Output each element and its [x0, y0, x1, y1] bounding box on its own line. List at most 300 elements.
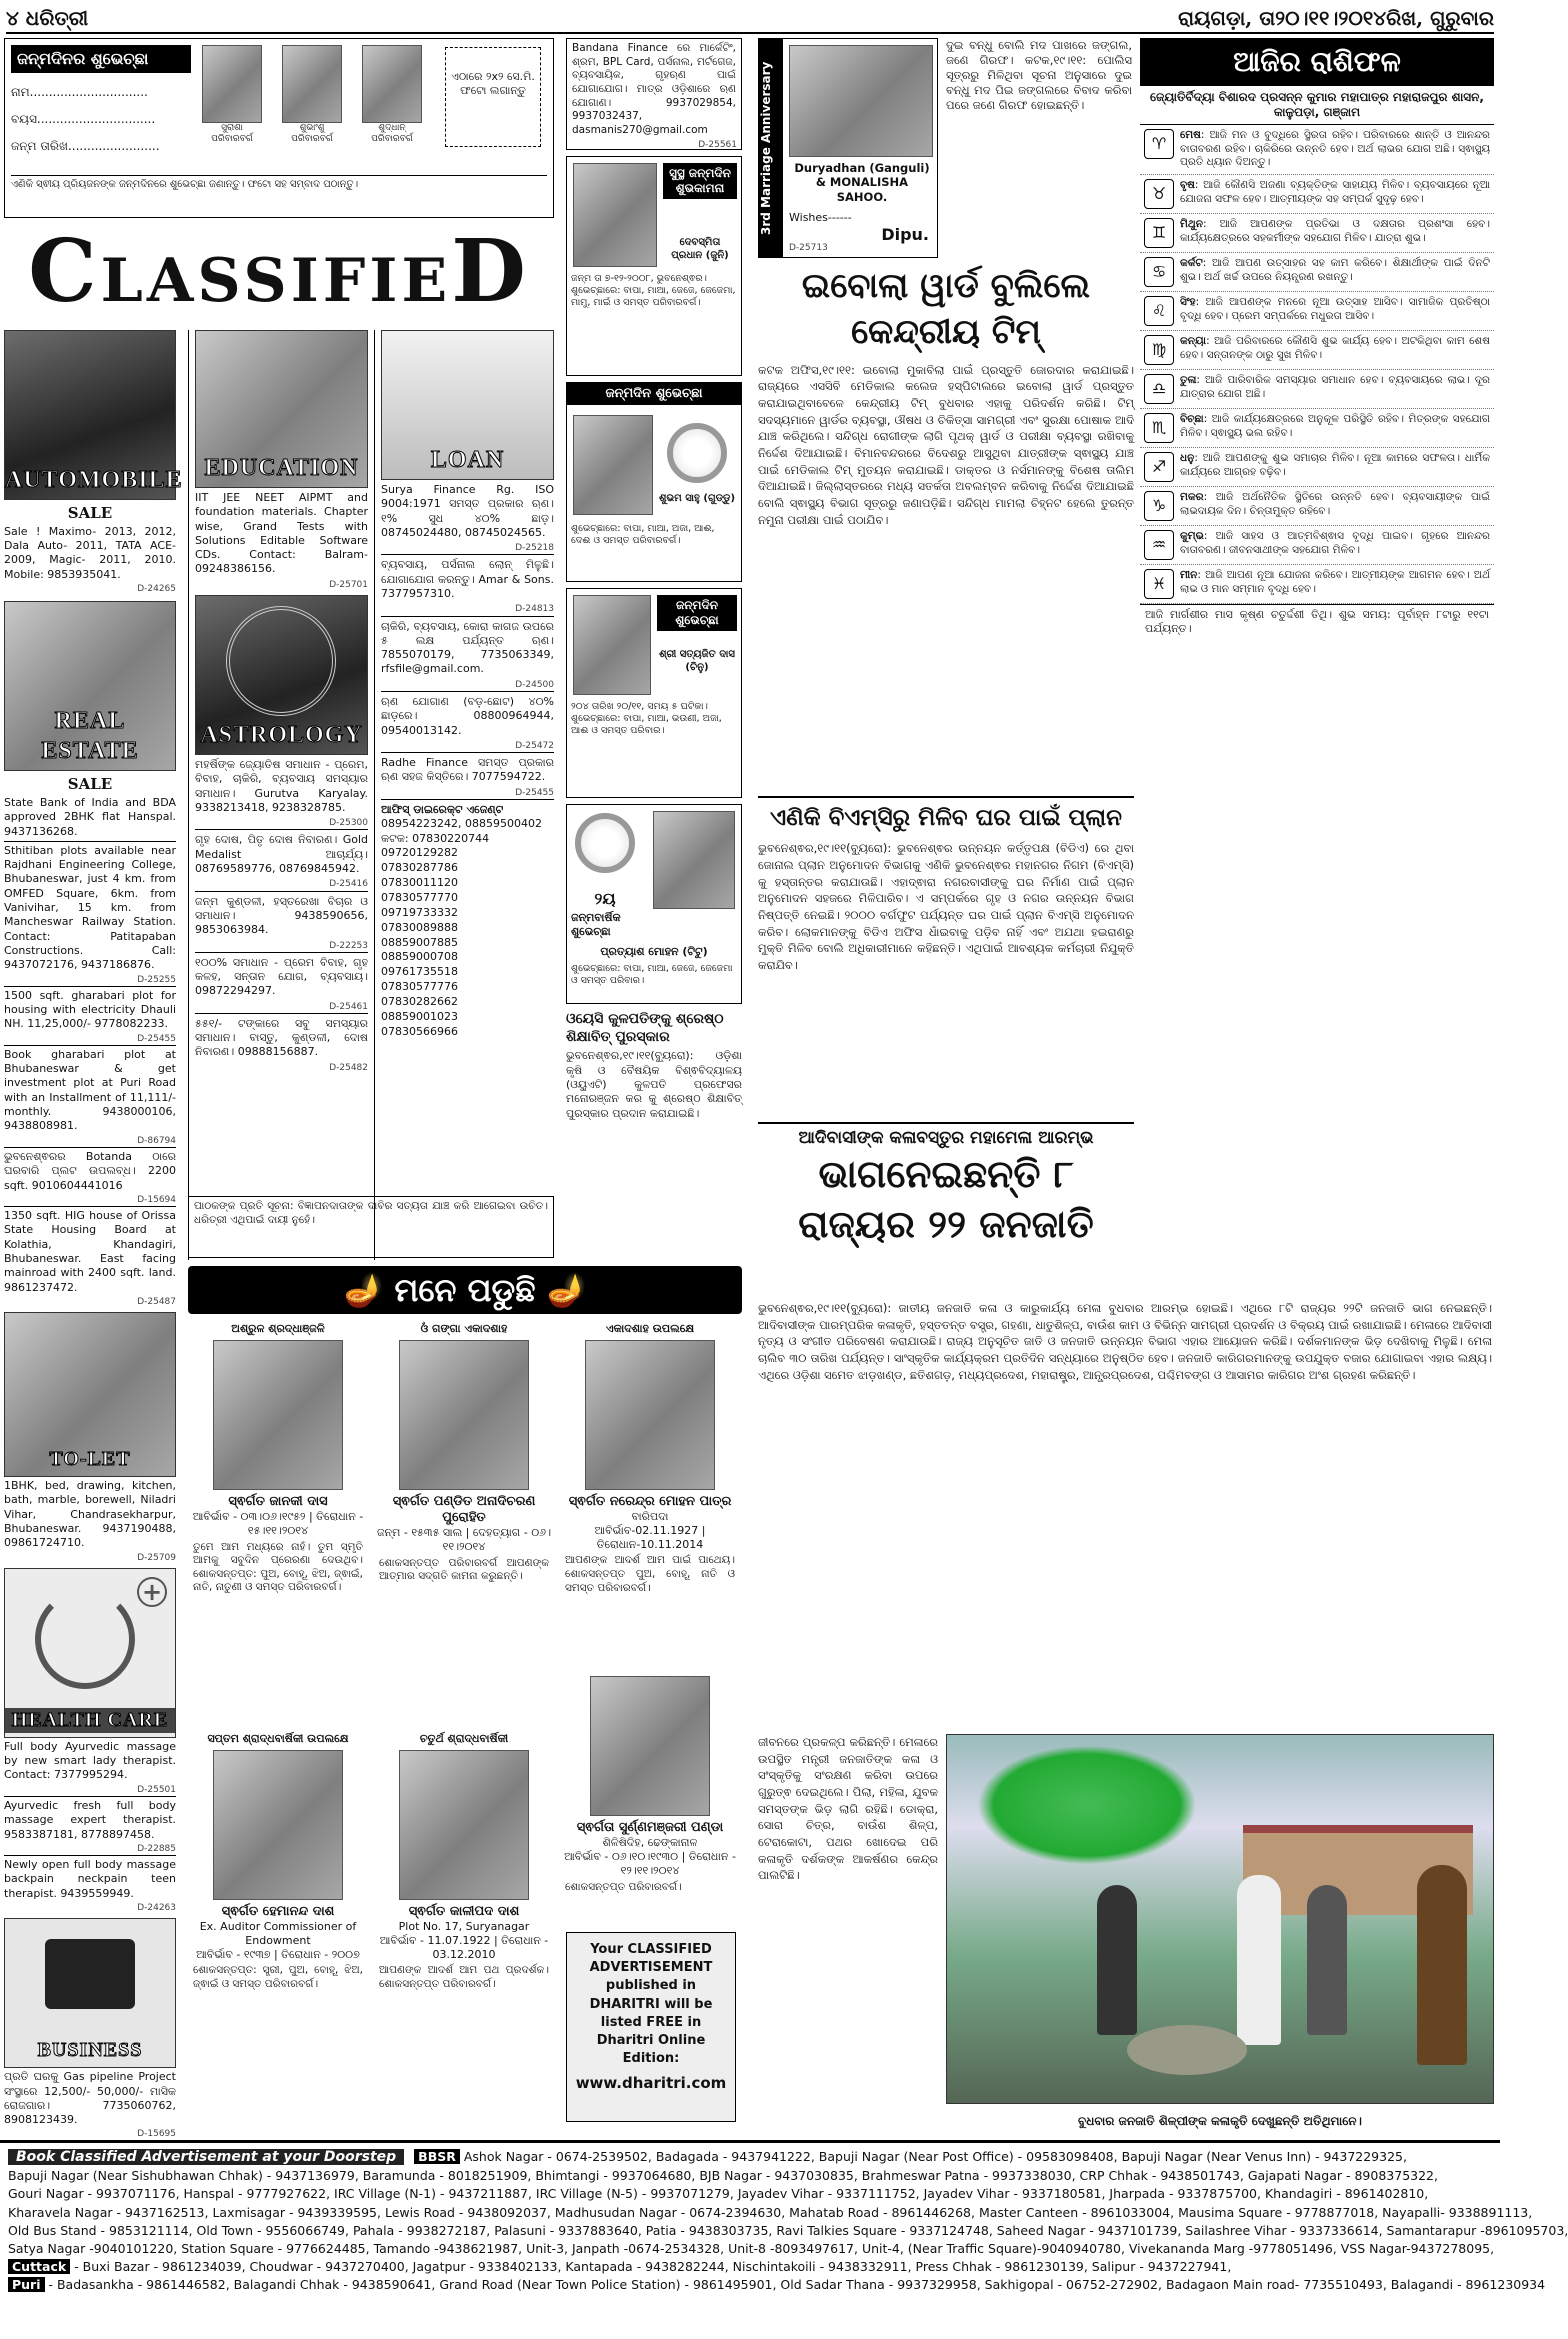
portrait-photo: [399, 1750, 529, 1900]
greetings-column: [566, 156, 742, 1260]
kid-caption: ଶୁଭାଂଶୁ ପରିବାରବର୍ଗ: [291, 123, 333, 145]
portrait-photo: [213, 1750, 343, 1900]
obituary-name: ସ୍ଵର୍ଗତା ସୁର୍ଣ୍ଣମଞ୍ଜରୀ ପଣ୍ଡା: [576, 1820, 724, 1835]
rashi-separator: :: [1197, 568, 1206, 581]
rashi-sign-name: ମକର: [1180, 490, 1204, 503]
classified-ad: ମହର୍ଷିଙ୍କ ଜ୍ୟୋତିଷ ସମାଧାନ - ପ୍ରେମ, ବିବାହ, ଚାକିରି, ବ୍ୟବସାୟ ସମସ୍ୟାର ସମାଧାନ। Gurutva Karyalay. 9338213418, 9238328785.: [195, 758, 368, 814]
agent-phone: 09761735518: [381, 965, 458, 979]
top-story: [944, 38, 1134, 258]
obituary-dates: ଆବିର୍ଭାବ - 11.07.1922 | ତିରୋଧାନ - 03.12.2010: [379, 1933, 549, 1961]
ad-code: D-25455: [137, 1033, 176, 1044]
obituary-card: [560, 1322, 740, 1598]
rashi-sign-name: ଧନୁ: [1180, 451, 1195, 464]
zodiac-sign-icon: ♊: [1144, 218, 1174, 248]
rashifal-section: [1140, 38, 1494, 1730]
rashi-separator: :: [1203, 529, 1216, 542]
footer-row: Gouri Nagar - 9937071176, Hanspal - 9777927622, IRC Village (N-1) - 9437211887, IRC Village (N-5) - 9937071279, Jayadev Vihar - 9337111752, Jayadev Vihar - 9337180581, Jharpada - 9337875700, Khandagiri - 8961402810,: [8, 2186, 1429, 2202]
classified-ad: State Bank of India and BDA approved 2BHK flat Hanspal. 9437136268.: [4, 795, 176, 838]
rashi-item: [1140, 214, 1494, 253]
rashi-sign-name: ସିଂହ: [1180, 295, 1196, 308]
reader-notice-text: ପାଠକଙ୍କ ପ୍ରତି ସୂଚନା: ବିଜ୍ଞାପନଦାତାଙ୍କ ଦାବିର ସତ୍ୟତା ଯାଞ୍ଚ କରି ଆଗେଇବା ଉଚିତ। ଧରିତ୍ରୀ ଏଥିପାଇଁ ଦାୟୀ ନୁହେଁ।: [194, 1200, 548, 1226]
classified-ad: Full body Ayurvedic massage by new smart lady therapist. Contact: 7377995294.: [4, 1739, 176, 1782]
zodiac-sign-icon: ♉: [1144, 179, 1174, 209]
tribal-continued: [758, 1734, 938, 2134]
bmc-body: ଭୁବନେଶ୍ଵର,୧୯।୧୧(ବ୍ୟୁରୋ): ଭୁବନେଶ୍ଵର ଉନ୍ନୟନ କର୍ତ୍ତୃପକ୍ଷ (ବିଡିଏ) ରେ ଥିବା ଜୋନାଲ ପ୍ଲାନ ଅନୁମୋଦନ ବିଭାଗକୁ ଏଣିକି ଭୁବନେଶ୍ଵର ମହାନଗର ନିଗମ (ବିଏମ୍ସି) କୁ ହସ୍ତାନ୍ତର କରାଯାଉଛି। ଏହାଦ୍ଵାରା ନଗରବାସୀଙ୍କୁ ଘର ନିର୍ମାଣ ପାଇଁ ପ୍ଲାନ ଅନୁମୋଦନ ସହଜରେ ମିଳିପାରିବ। ଏ ସମ୍ପର୍କରେ ଗୃହ ଓ ନଗର ଉନ୍ନୟନ ବିଭାଗ ନିଷ୍ପତ୍ତି ନେଇଛି। ୨୦୦୦ ବର୍ଗଫୁଟ ପର୍ଯ୍ୟନ୍ତ ଘର ପାଇଁ ପ୍ଲାନ ବିଏମ୍ସି ଅନୁମୋଦନ କରିବ। ଲୋକମାନଙ୍କୁ ବିଡିଏ ଅଫିସ ଧାଁଇବାକୁ ପଡ଼ିବ ନାହିଁ ଏବଂ ଅଯଥା ହଇରାଣରୁ ମୁକ୍ତି ମିଳିବ ବୋଲି ଅଧିକାରୀମାନେ କହିଛନ୍ତି। ଏଥିପାଇଁ ଆବଶ୍ୟକ କର୍ମଚାରୀ ନିଯୁକ୍ତି କରାଯିବ।: [758, 841, 1134, 972]
kid-photo: [362, 45, 422, 123]
rashi-text-block: [1180, 129, 1490, 170]
footer-row: Satya Nagar -9040101220, Station Square - 9776624485, Tamando -9438621987, Unit-3, Janpath -0674-2534328, Unit-8 -8093497617, Unit-4, (Near Traffic Square)-9040940780, Vivekananda Marg -9778051496, VSS Nagar-9437278095,: [8, 2240, 1495, 2256]
to-let-label: TO-LET: [49, 1448, 131, 1471]
rashi-item: [1140, 526, 1494, 565]
classified-ad: Newly open full body massage backpain neckpain teen therapist. 9439559949.: [4, 1855, 176, 1903]
rashi-sign-name: ମୀନ: [1180, 568, 1198, 581]
puri-tag: Puri: [8, 2277, 45, 2292]
rashi-separator: :: [1206, 334, 1215, 347]
birthday-form-note: ଏଣିକି ସ୍ଵୀୟ ପ୍ରିୟଜନଙ୍କ ଜନ୍ମଦିନରେ ଶୁଭେଚ୍ଛା ଜଣାନ୍ତୁ। ଫଟୋ ସହ ସମ୍ବାଦ ପଠାନ୍ତୁ।: [11, 175, 547, 192]
person-shape: [1097, 1885, 1137, 2035]
rashi-text-block: [1180, 413, 1490, 443]
classified-ad: ଜନ୍ମ କୁଣ୍ଡଳୀ, ହସ୍ତରେଖା ବିଚାର ଓ ସମାଧାନ। 9438590656, 9853063984.: [195, 891, 368, 941]
automobile-category-image: [4, 330, 183, 500]
person-shape: [1237, 1875, 1281, 2045]
greeting-name: ଶୁଭମ ସାହୁ (ଗୁଡ୍ଡୁ): [658, 493, 736, 504]
diya-icon: 🪔: [535, 1271, 587, 1309]
classified-ad: Sthitiban plots available near Rajdhani Engineering College, Bhubaneswar, just 4 km. from OMFED Square, 6km. from Vanivihar, 15 km. from Mancheswar Railway Station. Contact: Patitapaban Constructions. Call: 9437072176, 9437186876.: [4, 841, 176, 975]
award-body: ଭୁବନେଶ୍ଵର,୧୯।୧୧(ବ୍ୟୁରୋ): ଓଡ଼ିଶା କୃଷି ଓ ବୈଷୟିକ ବିଶ୍ଵବିଦ୍ୟାଳୟ (ଓୟୁଏଟି) କୁଳପତି ପ୍ରଫେସର ମନୋରଞ୍ଜନ କର କୁ ଶ୍ରେଷ୍ଠ ଶିକ୍ଷାବିତ୍ ପୁରସ୍କାର ପ୍ରଦାନ କରାଯାଇଛି।: [566, 1049, 742, 1120]
footer-row: Old Bus Stand - 9853121114, Old Town - 9556066749, Pahala - 9938272187, Palasuni - 9337883640, Patia - 9438303735, Ravi Talkies Square - 9337124748, Saheed Nagar - 9437101739, Sailashree Vihar - 9337336614, Samantarapur -8961095703,: [8, 2222, 1568, 2238]
classified-col-1: [4, 330, 183, 2140]
rashi-sign-name: ବିଚ୍ଛା: [1180, 412, 1204, 425]
ad-code: D-25300: [329, 818, 368, 829]
greeting-text: ଜନ୍ମ ତା ୭-୧୨-୨୦୦୮, ଭୁବନେଶ୍ଵର। ଶୁଭେଚ୍ଛାରେ: ବାପା, ମାଆ, ଜେଜେ, ଜେଜେମା, ମାମୁ, ମାଇଁ ଓ ସମସ୍ତ ପରିବାରବର୍ଗ।: [571, 273, 736, 308]
footer-directory: [0, 2140, 1568, 2339]
footer-row: - Badasankha - 9861446582, Balagandi Chhak - 9438590641, Grand Road (Near Town Police Station) - 9861495901, Old Sadar Thana - 9937329958, Sakhigopal - 06752-272902, Badagaon Main road- 7735510493, Balagandi - 8961230934: [48, 2277, 1546, 2293]
rashi-prediction: ଆଜି ଆପଣଙ୍କ ମନରେ ନୂଆ ଉତ୍ସାହ ଆସିବ। ସାମାଜିକ ପ୍ରତିଷ୍ଠା ବୃଦ୍ଧି ହେବ। ପ୍ରେମ ସମ୍ପର୍କରେ ମଧୁରତା ଆସିବ।: [1180, 295, 1490, 322]
birthday-form-title: ଜନ୍ମଦିନର ଶୁଭେଚ୍ଛା: [11, 45, 191, 73]
ad-code: D-25701: [329, 579, 368, 590]
rashi-item: [1140, 253, 1494, 292]
rashi-separator: :: [1202, 256, 1212, 269]
ad-code: D-25561: [698, 140, 737, 151]
tribal-photo-caption: ବୁଧବାର ଜନଜାତି ଶିଳ୍ପୀଙ୍କ କଳାକୃତି ଦେଖୁଛନ୍ତି ଅତିଥିମାନେ।: [1078, 2114, 1362, 2128]
obituary-title: [188, 1266, 742, 1314]
footer-row: - Buxi Bazar - 9861234039, Choudwar - 9437270400, Jagatpur - 9338402133, Kantapada - 9438282244, Nischintakoili - 9438332911, Press Chhak - 9861230139, Salipur - 9437227941,: [74, 2258, 1232, 2274]
zodiac-sign-icon: ♏: [1144, 413, 1174, 443]
age-field-label: ବୟସ...............................: [11, 112, 156, 126]
classified-ad: Surya Finance Rg. ISO 9004:1971 ସମସ୍ତ ପ୍ରକାର ଋଣ। ୧% ସୁଧ ୪୦% ଛାଡ଼। 08745024480, 08745024565.: [381, 483, 554, 539]
obituary-name: ସ୍ଵର୍ଗତ ହେମାନନ୍ଦ ଦାଶ: [221, 1903, 335, 1919]
ad-code: D-25416: [329, 879, 368, 890]
briefcase-icon: [45, 1939, 135, 2009]
agents-title: ଆଫିସ୍ ଡାଇରେକ୍ଟ ଏଜେଣ୍ଟ: [381, 799, 554, 817]
greeting-name: ଦେବସ୍ମିତା ପ୍ରଧାନ (ଜୁନି): [671, 237, 729, 261]
bandana-finance-ad: [566, 38, 742, 150]
zodiac-sign-icon: ♍: [1144, 335, 1174, 365]
agent-phone: 09719733332: [381, 905, 458, 919]
zodiac-sign-icon: ♒: [1144, 530, 1174, 560]
rashi-sign-name: ତୁଳା: [1180, 373, 1197, 386]
ad-code: D-25487: [137, 1296, 176, 1307]
agent-phone: 07830011120: [381, 876, 458, 890]
rashi-list: [1140, 125, 1494, 604]
obituary-text: ତୁମେ ଆମ ମଧ୍ୟରେ ନାହଁ। ତୁମ ସ୍ମୃତି ଆମକୁ ସବୁଦିନ ପ୍ରେରଣା ଦେଉଥିବ। ଶୋକସନ୍ତପ୍ତ: ପୁଅ, ବୋହୂ, ଝିଅ, ଜ୍ଵାଇଁ, ନାତି, ନାତୁଣୀ ଓ ସମସ୍ତ ପରିବାରବର୍ଗ।: [193, 1540, 363, 1594]
classified-ad: ଭୁବନେଶ୍ଵରର Botanda ଠାରେ ଘରବାରି ପ୍ଲଟ ଉପଲବ୍ଧ। 2200 sqft. 9010604441016: [4, 1147, 176, 1195]
classified-ad: Sale ! Maximo- 2013, 2012, Dala Auto- 2011, TATA ACE- 2009, Magic- 2011, 2010. Mobile: 9853935041.: [4, 524, 176, 581]
zodiac-wheel-icon: [226, 606, 336, 716]
loan-category-image: [381, 330, 554, 480]
zodiac-sign-icon: ♓: [1144, 569, 1174, 599]
rashi-separator: :: [1200, 129, 1210, 141]
agent-phone: 07830566966: [381, 1024, 458, 1038]
greeting-card: [566, 156, 742, 376]
photo-placeholder: ଏଠାରେ ୨x୨ ସେ.ମି. ଫଟୋ ଲଗାନ୍ତୁ: [445, 47, 541, 147]
classified-ad: ଗୃହ ଦୋଷ, ପିତୃ ଦୋଷ ନିବାରଣ। Gold Medalist ଆଚାର୍ଯ୍ୟ। 08769589776, 08769845942.: [195, 829, 368, 879]
obituary-section: [188, 1266, 742, 2136]
health-care-category-image: [4, 1568, 176, 1738]
anniversary-side-label: 3rd Marriage Anniversary: [759, 39, 783, 257]
rashi-text-block: [1180, 374, 1490, 404]
child-photo: [573, 163, 657, 267]
astrology-label: ASTROLOGY: [200, 722, 363, 749]
rashi-separator: :: [1196, 373, 1205, 386]
agent-phone: 09720129282: [381, 846, 458, 860]
person-shape: [1307, 1885, 1347, 2035]
rashi-prediction: ଆଜି ଆପଣ ନୂଆ ଯୋଜନା କରିବେ। ଆତ୍ମୀୟଙ୍କ ଆଗମନ ହେବ। ଅର୍ଥ ଲାଭ ଓ ମାନ ସମ୍ମାନ ବୃଦ୍ଧି ହେବ।: [1180, 568, 1490, 595]
couple-names: Duryadhan (Ganguli) & MONALISHA SAHOO.: [794, 161, 930, 204]
rashi-sign-name: ବୃଷ: [1180, 178, 1195, 191]
classified-ad: Book gharabari plot at Bhubaneswar & get investment plot at Puri Road with an Installment of 11,111/- monthly. 9438000106, 9438808981.: [4, 1045, 176, 1136]
ad-code: D-22885: [137, 1843, 176, 1854]
rashi-prediction: ଆଜି କାର୍ଯ୍ୟକ୍ଷେତ୍ରରେ ଅନୁକୂଳ ପରିସ୍ଥିତି ରହିବ। ମିତ୍ରଙ୍କ ସହଯୋଗ ମିଳିବ। ସ୍ଵାସ୍ଥ୍ୟ ଭଲ ରହିବ।: [1180, 412, 1490, 439]
zodiac-sign-icon: ♌: [1144, 296, 1174, 326]
portrait-photo: [399, 1340, 529, 1490]
business-category-image: [4, 1918, 176, 2068]
classified-ad: ପ୍ରତି ଘରକୁ Gas pipeline Project ସଂସ୍ଥାରେ 12,500/- 50,000/- ମାସିକ ରୋଜଗାର। 7735060762, 8908123439.: [4, 2070, 176, 2127]
tribal-body-2: ଜୀବନରେ ପ୍ରକଳ୍ପ କରିଛନ୍ତି। ମେଳାରେ ଉପସ୍ଥିତ ମନ୍ତ୍ରୀ ଜନଜାତିଙ୍କ କଳା ଓ ସଂସ୍କୃତିକୁ ସଂରକ୍ଷଣ କରିବା ଉପରେ ଗୁରୁତ୍ଵ ଦେଇଥିଲେ। ପିଲା, ମହିଳା, ଯୁବକ ସମସ୍ତଙ୍କ ଭିଡ଼ ଲାଗି ରହିଛି। ଡୋକ୍ରା, ସୋରା ଚିତ୍ର, ବାଉଁଶ ଶିଳ୍ପ, ଟେରାକୋଟା, ପଥର ଖୋଦେଇ ପରି କଳାକୃତି ଦର୍ଶକଙ୍କ ଆକର୍ଷଣର କେନ୍ଦ୍ର ପାଲଟିଛି।: [758, 1735, 938, 1883]
rashi-prediction: ଆଜି ଆପଣ ଉତ୍ସାହର ସହ କାମ କରିବେ। ଶିକ୍ଷାର୍ଥୀଙ୍କ ପାଇଁ ଦିନଟି ଶୁଭ। ଅର୍ଥ ଖର୍ଚ୍ଚ ଉପରେ ନିୟନ୍ତ୍ରଣ ରଖନ୍ତୁ।: [1180, 256, 1490, 283]
obituary-text: ଶୋକସନ୍ତପ୍ତ ପରିବାରବର୍ଗ।: [565, 1880, 682, 1893]
ad-code: D-22253: [329, 940, 368, 951]
rashi-prediction: ଆଜି ମନ ଓ ବୁଦ୍ଧିରେ ସ୍ଥିରତା ରହିବ। ପରିବାରରେ ଶାନ୍ତି ଓ ଆନନ୍ଦର ବାତାବରଣ ରହିବ। ଚାକିରିରେ ଉନ୍ନତି ହେବ। ଅର୍ଥ ଲାଭର ଯୋଗ ଅଛି। ସ୍ଵାସ୍ଥ୍ୟ ପ୍ରତି ଧ୍ୟାନ ଦିଅନ୍ତୁ।: [1180, 129, 1490, 169]
free-listing-box: [566, 1932, 736, 2122]
rashi-item: [1140, 292, 1494, 331]
kid-caption: ଶୁଦ୍ଧାନ୍ ପରିବାରବର୍ଗ: [371, 123, 413, 145]
rock-shape: [1127, 2025, 1247, 2075]
kid-photo: [282, 45, 342, 123]
ad-code: D-25709: [137, 1552, 176, 1563]
agent-phone: 08859007885: [381, 935, 458, 949]
date-line: ରାୟଗଡ଼ା, ତା୨୦।୧୧।୨୦୧୪ରିଖ, ଗୁରୁବାର: [1178, 5, 1494, 30]
tribal-photo: [946, 1734, 1494, 2104]
rashi-sign-name: କର୍କଟ: [1180, 256, 1203, 269]
classified-ad: ବ୍ୟବସାୟ, ପର୍ସନାଲ ଲୋନ୍ ମିଳୁଛି। ଯୋଗାଯୋଗ କରନ୍ତୁ। Amar & Sons. 7377957310.: [381, 554, 554, 604]
obituary-card: [188, 1322, 368, 1598]
obituary-text: ଆପଣଙ୍କ ଆଦର୍ଶ ଆମ ପାଇଁ ପାଥେୟ। ଶୋକସନ୍ତପ୍ତ ପୁଅ, ବୋହୂ, ନାତି ଓ ସମସ୍ତ ପରିବାରବର୍ଗ।: [565, 1554, 735, 1594]
agents-list: [381, 817, 554, 1040]
obituary-dates: ଆବିର୍ଭାବ - ୦୬।୧୦।୧୯୩୦ | ତିରୋଧାନ - ୧୨।୧୧।୨୦୧୪: [564, 1850, 736, 1877]
rashi-text-block: [1180, 218, 1490, 248]
obituary-role: Ex. Auditor Commissioner of Endowment: [199, 1920, 357, 1947]
anniversary-ad: [758, 38, 938, 258]
agent-phone: 08859000708: [381, 950, 458, 964]
rashi-sign-name: କୁମ୍ଭ: [1180, 529, 1204, 542]
agent-phone: କଟକ: 07830220744: [381, 831, 490, 845]
rashi-prediction: ଆଜି ଆପଣଙ୍କ ପ୍ରତିଭା ଓ ଦକ୍ଷତାର ପ୍ରଶଂସା ହେବ। କାର୍ଯ୍ୟକ୍ଷେତ୍ରରେ ସହକର୍ମୀଙ୍କ ସହଯୋଗ ମିଳିବ। ଯାତ୍ରା ଶୁଭ।: [1180, 217, 1490, 244]
greeting-title: ସୁସ୍ଥ ଜନ୍ମଦିନ ଶୁଭକାମନା: [663, 163, 737, 199]
footer-row: Bapuji Nagar (Near Sishubhawan Chhak) - 9437136979, Baramunda - 8018251909, Bhimtangi - 9937064680, BJB Nagar - 9437030835, Brahmeswar Patna - 9937338030, CRP Chhak - 9438501743, Gajapati Nagar - 8908375322,: [8, 2168, 1438, 2184]
rashi-text-block: [1180, 257, 1490, 287]
ebola-story: [758, 264, 1134, 794]
rashifal-note: ଆଜି ମାର୍ଗଶୀର ମାସ କୃଷ୍ଣ ଚତୁର୍ଦ୍ଦଶୀ ତିଥି। ଶୁଭ ସମୟ: ପୂର୍ବାହ୍ନ ୮ଟାରୁ ୧୧ଟା ପର୍ଯ୍ୟନ୍ତ।: [1140, 604, 1494, 640]
plus-icon: +: [137, 1577, 167, 1607]
child-photo: [653, 811, 735, 909]
portrait-photo: [590, 1676, 710, 1816]
zodiac-sign-icon: ♐: [1144, 452, 1174, 482]
obituary-dates: ଆବିର୍ଭାବ - ୦୩।୦୬।୧୯୫୨ | ତିରୋଧାନ - ୧୫।୧୧।୨୦୧୪: [192, 1510, 364, 1537]
classified-ad: Ayurvedic fresh full body massage expert therapist. 9583387181, 8778897458.: [4, 1796, 176, 1844]
greeting-title: ଜନ୍ମଦିନ ଶୁଭେଚ୍ଛା: [567, 383, 741, 405]
classified-col-2: [188, 330, 368, 1260]
balloon-icon: [575, 813, 635, 873]
sale-heading: SALE: [67, 504, 113, 522]
ad-code: D-25455: [515, 787, 554, 798]
rashi-text-block: [1180, 452, 1490, 482]
ad-code: D-24500: [515, 679, 554, 690]
greeting-title: ଜନ୍ମଦିନ ଶୁଭେଚ୍ଛା: [657, 595, 737, 631]
greeting-text: ୨୦୪ ତାରିଖ ୨୦/୧୧, ସମୟ ୫ ଘଟିକା। ଶୁଭେଚ୍ଛାରେ: ବାପା, ମାଆ, ଭଉଣୀ, ଅଜା, ଆଈ ଓ ସମସ୍ତ ପରିବାର।: [571, 701, 722, 736]
rashi-text-block: [1180, 335, 1490, 365]
greeting-text: ଶୁଭେଚ୍ଛାରେ: ବାପା, ମାଆ, ଜେଜେ, ଜେଜେମା ଓ ସମସ୍ତ ପରିବାର।: [571, 963, 733, 986]
obituary-card: [374, 1322, 554, 1587]
person-shape: [1417, 1865, 1467, 2065]
footer-heading: Book Classified Advertisement at your Doorstep: [8, 2149, 404, 2165]
ad-code: D-25472: [515, 740, 554, 751]
rashi-prediction: ଆଜି କୌଣସି ଅଜଣା ବ୍ୟକ୍ତିଙ୍କ ସାହାଯ୍ୟ ମିଳିବ। ବ୍ୟବସାୟରେ ନୂଆ ଯୋଜନା ସଫଳ ହେବ। ଆତ୍ମୀୟଙ୍କ ସହ ସମ୍ପର୍କ ସୁଦୃଢ଼ ହେବ।: [1180, 178, 1490, 205]
rashi-prediction: ଆଜି ପାରିବାରିକ ସମସ୍ୟାର ସମାଧାନ ହେବ। ବ୍ୟବସାୟରେ ଲାଭ। ଦୂର ଯାତ୍ରାର ଯୋଗ ଅଛି।: [1180, 373, 1490, 400]
ad-code: D-24813: [515, 604, 554, 615]
greeting-name: ଶ୍ରୀ ସତ୍ୟଜିତ ଦାସ (ଚିନୁ): [659, 649, 735, 673]
rashi-prediction: ଆଜି ଆପଣଙ୍କୁ ଶୁଭ ସମାଚାର ମିଳିବ। ନୂଆ କାମରେ ସଫଳତା। ଧାର୍ମିକ କାର୍ଯ୍ୟରେ ଆଗ୍ରହ ବଢ଼ିବ।: [1180, 451, 1490, 478]
footer-cuttack-row: [8, 2258, 1492, 2276]
education-category-image: [195, 330, 368, 488]
classified-ad: 1350 sqft. HIG house of Orissa State Housing Board at Kolathia, Khandagiri, Bhubaneswar. East facing mainroad with 2400 sqft. land. 9861237472.: [4, 1206, 176, 1297]
rashi-separator: :: [1194, 178, 1204, 191]
ad-code: D-25218: [515, 543, 554, 554]
rashi-item: [1140, 565, 1494, 604]
rashi-text-block: [1180, 569, 1490, 599]
classified-ad: ଚାକିରି, ବ୍ୟବସାୟ, କୋରା କାଗଜ ଉପରେ ୫ ଲକ୍ଷ ପର୍ଯ୍ୟନ୍ତ ଋଣ। 7855070179, 7735063349, rfsfile@gmail.com.: [381, 616, 554, 680]
ad-code: D-24265: [137, 583, 176, 594]
bmc-story: [758, 796, 1134, 1126]
tree-shape: [977, 1745, 1197, 1865]
footer-row: Kharavela Nagar - 9437162513, Laxmisagar - 9439339595, Lewis Road - 9438092037, Madhusudan Nagar - 0674-2394630, Mahatab Road - 8961446268, Master Canteen - 8961033004, Mausima Square - 9778877018, Nayapalli- 9338891113,: [8, 2204, 1533, 2220]
classified-ad: Radhe Finance ସମସ୍ତ ପ୍ରକାର ଋଣ ସହଜ କିସ୍ତିରେ। 7077594722.: [381, 752, 554, 788]
bmc-headline: ଏଣିକି ବିଏମ୍ସିରୁ ମିଳିବ ଘର ପାଇଁ ପ୍ଲାନ: [770, 804, 1122, 831]
ad-code: D-25461: [329, 1001, 368, 1012]
ebola-headline: ଇବୋଲା ୱାର୍ଡ ବୁଲିଲେ କେନ୍ଦ୍ରୀୟ ଟିମ୍: [801, 266, 1091, 352]
obituary-name: ସ୍ଵର୍ଗତ କାଳୀପଦ ଦାଶ: [408, 1903, 520, 1919]
zodiac-sign-icon: ♑: [1144, 491, 1174, 521]
rashi-text-block: [1180, 179, 1490, 209]
kid-photo: [202, 45, 262, 123]
obituary-label: ଏକାଦଶାହ ଉପଲକ୍ଷେ: [605, 1322, 695, 1335]
tribal-body: ଭୁବନେଶ୍ଵର,୧୯।୧୧(ବ୍ୟୁରୋ): ଜାତୀୟ ଜନଜାତି କଳା ଓ କାରୁକାର୍ଯ୍ୟ ମେଳା ବୁଧବାର ଆରମ୍ଭ ହୋଇଛି। ଏଥିରେ ୮ଟି ରାଜ୍ୟର ୨୨ଟି ଜନଜାତି ଭାଗ ନେଇଛନ୍ତି। ଆଦିବାସୀଙ୍କ ପାରମ୍ପରିକ କଳାକୃତି, ହସ୍ତତନ୍ତ ବସ୍ତ୍ର, ଗହଣା, ଧାତୁଶିଳ୍ପ, ବାଉଁଶ କାମ ଓ ବିଭିନ୍ନ ସାମଗ୍ରୀ ପ୍ରଦର୍ଶନ ଓ ବିକ୍ରୟ ପାଇଁ ରଖାଯାଇଛି। ମେଳାରେ ଆଦିବାସୀ ନୃତ୍ୟ ଓ ସଂଗୀତ ପରିବେଷଣ କରାଯାଉଛି। ରାଜ୍ୟ ଅନୁସୂଚିତ ଜାତି ଓ ଜନଜାତି ଉନ୍ନୟନ ବିଭାଗ ଏହାର ଆୟୋଜନ କରିଛି। ଦର୍ଶକମାନଙ୍କ ଭିଡ଼ ଦେଖିବାକୁ ମିଳୁଛି। ମେଳା ଚାଲିବ ୩୦ ତାରିଖ ପର୍ଯ୍ୟନ୍ତ। ସାଂସ୍କୃତିକ କାର୍ଯ୍ୟକ୍ରମ ପ୍ରତିଦିନ ସନ୍ଧ୍ୟାରେ ଅନୁଷ୍ଠିତ ହେବ। ଜନଜାତି କାରିଗରମାନଙ୍କୁ ଉପଯୁକ୍ତ ବଜାର ଯୋଗାଇବା ଏହାର ଲକ୍ଷ୍ୟ। ଏଥିରେ ଓଡ଼ିଶା ସମେତ ଝାଡ଼ଖଣ୍ଡ, ଛତିଶଗଡ଼, ମଧ୍ୟପ୍ରଦେଶ, ମହାରାଷ୍ଟ୍ର, ଆନ୍ଧ୍ରପ୍ରଦେଶ, ପଶ୍ଚିମବଙ୍ଗ ଓ ଆସାମର କାରିଗର ଅଂଶ ଗ୍ରହଣ କରିଛନ୍ତି।: [758, 1301, 1492, 1382]
ad-text: Bandana Finance ରେ ମାର୍କେଟିଂ, ଶ୍ରମ, BPL Card, ପର୍ସନାଲ, ମର୍ଟଗେଜ, ବ୍ୟବସାୟିକ, ଗୃହଋଣ ପାଇଁ ଯୋଗାଯୋଗ। ମାତ୍ର ଓଡ଼ିଶାରେ ଋଣ ଯୋଗାଣ। 9937029854, 9937032437, dasmanis270@gmail.com: [572, 42, 736, 136]
obituary-label: ଅଶ୍ରୁଳ ଶ୍ରଦ୍ଧାଞ୍ଜଳି: [231, 1322, 325, 1335]
ad-code: D-15694: [137, 1194, 176, 1205]
portrait-photo: [585, 1340, 715, 1490]
wishes-label: Wishes------: [789, 211, 852, 224]
ad-code: D-25482: [329, 1062, 368, 1073]
classified-ad: ୫୫୧/- ଟଙ୍କାରେ ସବୁ ସମସ୍ୟାର ସମାଧାନ। ବାସ୍ତୁ, କୁଣ୍ଡଳୀ, ଦୋଷ ନିବାରଣ। 09888156887.: [195, 1013, 368, 1063]
ad-code: D-25713: [789, 243, 828, 253]
zodiac-sign-icon: ♈: [1144, 129, 1174, 159]
dob-field-label: ଜନ୍ମ ତାରିଖ........................: [11, 139, 160, 153]
obituary-text: ଶୋକସନ୍ତପ୍ତ ପରିବାରବର୍ଗ ଆପଣଙ୍କ ଆତ୍ମାର ସଦ୍ଗତି କାମନା କରୁଛନ୍ତି।: [379, 1556, 549, 1583]
loan-label: LOAN: [430, 447, 505, 473]
agent-phone: 07830577770: [381, 890, 458, 904]
obituary-name: ସ୍ଵର୍ଗତ ଜାନକୀ ଦାସ: [228, 1493, 328, 1509]
reader-notice: [188, 1196, 554, 1258]
classified-ad: ଋଣ ଯୋଗାଣ (ବଡ଼-ଛୋଟ) ୪୦% ଛାଡ଼ରେ। 08800964944, 09540013142.: [381, 691, 554, 741]
cuttack-tag: Cuttack: [8, 2259, 70, 2274]
rashi-sign-name: କନ୍ୟା: [1180, 334, 1207, 347]
rashi-item: [1140, 175, 1494, 214]
obituary-card: [560, 1676, 740, 1897]
rashi-text-block: [1180, 491, 1490, 521]
zodiac-sign-icon: ♎: [1144, 374, 1174, 404]
to-let-category-image: [4, 1312, 176, 1477]
greeting-title: ଜନ୍ମବାର୍ଷିକ ଶୁଭେଚ୍ଛା: [571, 911, 621, 938]
obituary-address: Plot No. 17, Suryanagar: [398, 1920, 530, 1933]
sale-heading: SALE: [67, 775, 113, 794]
rashi-item: [1140, 370, 1494, 409]
real-estate-category-image: [4, 601, 176, 771]
zodiac-sign-icon: ♋: [1144, 257, 1174, 287]
rashi-separator: :: [1203, 490, 1216, 503]
footer-puri-row: [8, 2276, 1546, 2294]
obituary-card: [188, 1732, 368, 1995]
rashi-prediction: ଆଜି ସାହସ ଓ ଆତ୍ମବିଶ୍ଵାସ ବୃଦ୍ଧି ପାଇବ। ଗୃହରେ ଆନନ୍ଦର ବାତାବରଣ। ଜୀବନସାଥୀଙ୍କ ସହଯୋଗ ମିଳିବ।: [1180, 529, 1490, 556]
name-field-label: ନାମ...............................: [11, 85, 148, 99]
greeting-card: [566, 804, 742, 1004]
rashifal-title: ଆଜିର ରାଶିଫଳ: [1140, 38, 1494, 86]
bbsr-tag: BBSR: [414, 2149, 460, 2164]
wishes-from: Dipu.: [881, 225, 929, 244]
rashi-prediction: ଆଜି ଅର୍ଥନୈତିକ ସ୍ଥିତିରେ ଉନ୍ନତି ହେବ। ବ୍ୟବସାୟୀଙ୍କ ପାଇଁ ଲାଭଦାୟକ ଦିନ। ଚିନ୍ତାମୁକ୍ତ ରହିବେ।: [1180, 490, 1490, 517]
couple-photo: [789, 45, 933, 157]
rashi-separator: :: [1195, 295, 1206, 308]
rashi-prediction: ଆଜି ପରିବାରରେ କୌଣସି ଶୁଭ କାର୍ଯ୍ୟ ହେବ। ଅଟକିଥିବା କାମ ଶେଷ ହେବ। ସନ୍ତାନଙ୍କ ଠାରୁ ସୁଖ ମିଳିବ।: [1180, 334, 1490, 361]
obituary-place: ଶିଳିଷିଦିହ, ଢେଙ୍କାନାଳ: [602, 1836, 698, 1850]
greeting-card: [566, 382, 742, 582]
agent-phone: 08954223242, 08859500402: [381, 816, 542, 830]
obituary-label: ଚତୁର୍ଥ ଶ୍ରାଦ୍ଧବାର୍ଷିକୀ: [419, 1732, 509, 1745]
birthday-form: [4, 38, 554, 218]
agent-phone: 07830282662: [381, 994, 458, 1008]
ad-code: D-15695: [137, 2129, 176, 2140]
astrology-category-image: [195, 595, 368, 755]
ad-code: D-24263: [137, 1903, 176, 1913]
top-story-body: ଦୁଇ ବନ୍ଧୁ ବୋଲି ମଦ ପାଖରେ ଜଙ୍ଗଲ, ଜଣେ ଗିରଫ। କଟକ,୧୯।୧୧: ପୋଲିସ ସୂତ୍ରରୁ ମିଳିଥିବା ସୂଚନା ଅନୁସାରେ ଦୁଇ ବନ୍ଧୁ ମଦ ପିଇ ଜଙ୍ଗଲରେ ବିବାଦ କରିବା ପରେ ଜଣେ ଗିରଫ ହୋଇଛନ୍ତି।: [946, 38, 1132, 112]
diya-icon: 🪔: [343, 1271, 395, 1309]
obituary-name: ସ୍ଵର୍ଗତ ପଣ୍ଡିତ ଅନାଦିଚରଣ ପୁରୋହିତ: [392, 1493, 536, 1525]
obituary-label: ସପ୍ତମ ଶ୍ରାଦ୍ଧବାର୍ଷିକୀ ଉପଲକ୍ଷେ: [207, 1732, 349, 1745]
greeting-card: [566, 588, 742, 798]
rashi-sign-name: ମିଥୁନ: [1180, 217, 1203, 230]
business-label: BUSINESS: [37, 2039, 143, 2062]
ad-code: D-25501: [137, 1784, 176, 1795]
rashi-separator: :: [1202, 217, 1220, 230]
tribal-headline-1: ଭାଗନେଇଛନ୍ତି ୮: [818, 1151, 1074, 1197]
obituary-title-text: ମନେ ପଡୁଛି: [394, 1271, 536, 1309]
portrait-photo: [213, 1340, 343, 1490]
education-label: EDUCATION: [204, 455, 359, 481]
rashi-text-block: [1180, 530, 1490, 560]
obituary-text: ଆପଣଙ୍କ ଆଦର୍ଶ ଆମ ପଥ ପ୍ରଦର୍ଶକ। ଶୋକସନ୍ତପ୍ତ ପରିବାରବର୍ଗ।: [379, 1964, 549, 1990]
classified-ad: 1BHK, bed, drawing, kitchen, bath, marble, borewell, Niladri Vihar, Chandrasekharpur, Bhubaneswar. 9437190488, 09861724710.: [4, 1479, 176, 1550]
rashi-item: [1140, 409, 1494, 448]
masthead: [6, 4, 1494, 34]
tribal-kicker: ଆଦିବାସୀଙ୍କ କଳାବସ୍ତୁର ମହାମେଳା ଆରମ୍ଭ: [798, 1128, 1094, 1148]
rashi-separator: :: [1194, 451, 1203, 464]
classified-col-3: [374, 330, 554, 1260]
ad-code: D-25255: [137, 974, 176, 985]
anniversary-badge: ୨ୟ: [594, 889, 616, 908]
rashi-item: [1140, 331, 1494, 370]
rashi-separator: :: [1203, 412, 1212, 425]
rashi-sign-name: ମେଷ: [1180, 129, 1201, 141]
classified-ad: 1500 sqft. gharabari plot for housing with electricity Dhauli NH. 11,25,000/- 9778082233.: [4, 986, 176, 1034]
award-story: [566, 1010, 742, 1124]
agent-phone: 07830287786: [381, 861, 458, 875]
kid-caption: ସୁରାଶା ପରିବାରବର୍ଗ: [211, 123, 253, 145]
rashi-item: [1140, 487, 1494, 526]
classified-title: ClassifieD: [28, 221, 530, 322]
page-number: ୪ ଧରିତ୍ରୀ: [6, 5, 89, 30]
obituary-dates: ଜନ୍ମ - ୧୫୩୫ ସାଲ | ଦେହତ୍ୟାଗ - ୦୬।୧୧।୨୦୧୪: [376, 1526, 552, 1553]
rashifal-byline: ଜ୍ୟୋତିର୍ବିଦ୍ୟା ବିଶାରଦ ପ୍ରସନ୍ନ କୁମାର ମହାପାତ୍ର ମହାରାଜପୁର ଶାସନ, କାଳୁପଡ଼ା, ଗଞ୍ଜାମ: [1140, 86, 1494, 125]
obituary-dates: ଆବିର୍ଭାବ - ୧୯୩୭ | ତିରୋଧାନ - ୨୦୦୭: [196, 1947, 360, 1961]
obituary-name: ସ୍ଵର୍ଗତ ନରେନ୍ଦ୍ର ମୋହନ ପାତ୍ର: [568, 1493, 732, 1509]
stethoscope-icon: [35, 1589, 135, 1689]
rashi-item: [1140, 125, 1494, 175]
automobile-label: AUTOMOBILE: [5, 467, 183, 493]
greeting-name: ପ୍ରତ୍ୟାଶ ମୋହନ (ଟିଟୁ): [600, 945, 708, 958]
tribal-headline-2: ରାଜ୍ୟର ୨୨ ଜନଜାତି: [798, 1200, 1094, 1246]
agent-phone: 07830089888: [381, 920, 458, 934]
health-care-label: HEALTH CARE: [5, 1708, 175, 1733]
free-listing-text: Your CLASSIFIED ADVERTISEMENT published in DHARITRI will be listed FREE in Dharitri Online Edition:: [589, 1942, 713, 2067]
award-headline: ଓୟେସି କୁଳପତିଙ୍କୁ ଶ୍ରେଷ୍ଠ ଶିକ୍ଷାବିତ୍ ପୁରସ୍କାର: [566, 1011, 724, 1046]
dharitri-link[interactable]: www.dharitri.com: [575, 2074, 727, 2093]
obituary-card: [374, 1732, 554, 1995]
ad-code: D-86794: [137, 1135, 176, 1146]
agent-phone: 08859001023: [381, 1009, 458, 1023]
agent-phone: 07830577776: [381, 980, 458, 994]
child-photo: [573, 595, 651, 695]
rashi-item: [1140, 448, 1494, 487]
ebola-body: କଟକ ଅଫିସ,୧୯।୧୧: ଇବୋଲା ମୁକାବିଲା ପାଇଁ ପ୍ରସ୍ତୁତି ଜୋରଦାର କରାଯାଇଛି। ରାଜ୍ୟରେ ଏସସିବି ମେଡିକାଲ କଲେଜ ହସ୍ପିଟାଲରେ ଇବୋଲା ୱାର୍ଡ ପ୍ରସ୍ତୁତ କରାଯାଇଥିବାବେଳେ କେନ୍ଦ୍ରୀୟ ଟିମ୍ ବୁଧବାର ଏହାକୁ ପରିଦର୍ଶନ କରିଛି। ଟିମ୍ ସଦସ୍ୟମାନେ ୱାର୍ଡର ବ୍ୟବସ୍ଥା, ଔଷଧ ଓ ଚିକିତ୍ସା ସାମଗ୍ରୀ ଏବଂ ସୁରକ୍ଷା ପୋଷାକ ଆଦି ଯାଞ୍ଚ କରିଥିଲେ। ସନ୍ଦିଗ୍ଧ ରୋଗୀଙ୍କ ଲାଗି ପୃଥକ୍ ୱାର୍ଡ ଓ ପରୀକ୍ଷା ବ୍ୟବସ୍ଥା ରଖିବାକୁ ନିର୍ଦ୍ଦେଶ ଦିଆଯାଇଛି। ବିମାନବନ୍ଦରରେ ବିଦେଶରୁ ଆସୁଥିବା ଯାତ୍ରୀଙ୍କ ସ୍ଵାସ୍ଥ୍ୟ ଯାଞ୍ଚ ପାଇଁ ମେଡିକାଲ ଟିମ୍ ମୁତୟନ କରାଯାଇଛି। ଡାକ୍ତର ଓ ନର୍ସମାନଙ୍କୁ ବିଶେଷ ତାଲିମ ଦିଆଯାଇଛି। ଜିଲ୍ଲାସ୍ତରରେ ମଧ୍ୟ ସତର୍କତା ଅବଲମ୍ବନ କରିବାକୁ ନିର୍ଦ୍ଦେଶ ଦିଆଯାଇଛି ବୋଲି ସ୍ଵାସ୍ଥ୍ୟ ବିଭାଗ ସୂତ୍ରରୁ ଜଣାପଡ଼ିଛି। ସନ୍ଦିଗ୍ଧ ମାମଲା ଚିହ୍ନଟ ହେଲେ ତୁରନ୍ତ ନମୁନା ପରୀକ୍ଷା ପାଇଁ ପଠାଯିବ।: [758, 362, 1134, 527]
obituary-label: ଓଁ ଗଙ୍ଗା ଏକାଦଶାହ: [420, 1322, 508, 1335]
rashi-text-block: [1180, 296, 1490, 326]
balloon-icon: [667, 423, 727, 483]
classified-ad: IIT JEE NEET AIPMT and foundation materials. Chapter wise, Grand Tests with Solutions Editable Software CDs. Contact: Balram- 09248386156.: [195, 491, 368, 576]
obituary-text: ଶୋକସନ୍ତପ୍ତ: ସ୍ତ୍ରୀ, ପୁଅ, ବୋହୂ, ଝିଅ, ଜ୍ଵାଇଁ ଓ ସମସ୍ତ ପରିବାରବର୍ଗ।: [193, 1964, 363, 1990]
greeting-text: ଶୁଭେଚ୍ଛାରେ: ବାପା, ମାଆ, ଅଜା, ଆଈ, ଦେଈ ଓ ସମସ୍ତ ପରିବାରବର୍ଗ।: [571, 523, 715, 546]
obituary-dates: ଆବିର୍ଭାବ-02.11.1927 | ତିରୋଧାନ-10.11.2014: [594, 1523, 706, 1551]
child-photo: [573, 415, 653, 515]
